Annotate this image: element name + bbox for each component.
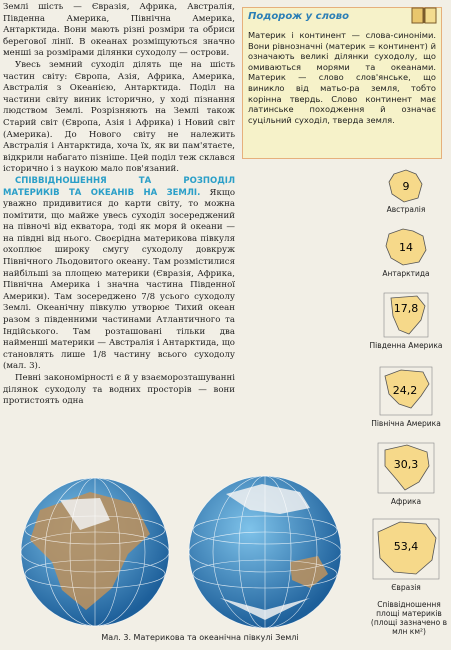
area-value: 14 — [399, 241, 413, 254]
continent-name: Африка — [390, 497, 422, 506]
area-value: 24,2 — [392, 384, 418, 397]
area-value: 30,3 — [393, 458, 419, 471]
australia-shape-icon — [386, 168, 426, 204]
continental-hemisphere-globe — [21, 478, 169, 626]
continent-south-america — [364, 290, 448, 350]
area-value: 53,4 — [393, 540, 419, 553]
continent-australia — [364, 168, 448, 214]
paragraph-regularities: Певні закономірності є й у взаєморозташуванні ділянок суходолу та водних просторів — вони протистоять одна — [3, 373, 235, 407]
paragraph-parts-of-world: Увесь земний суходіл ділять ще на шість частин світу: Європа, Азія, Африка, Америка, Австралія з Океанією, Антарктида. Поділ на частини світу виник історично, у ході пізнання людством Землі. Розрізняють на Землі також Старий світ (Європа, Азія і Африка) і Новий світ (Америка). До Нового світу не належить Австралія і Антарктида, хоча їх, як ви пам'ятаєте, відкрили набагато пізніше. Цей поділ теж склався історично і з наукою мало пов'язаний. — [3, 59, 235, 175]
continent-eurasia — [364, 516, 448, 592]
continent-name: Північна Америка — [371, 419, 441, 428]
section-heading: СПІВВІДНОШЕННЯ ТА РОЗПОДІЛ МАТЕРИКІВ ТА ОКЕАНІВ НА ЗЕМЛІ. — [3, 175, 235, 198]
paragraph-distribution — [3, 176, 235, 373]
continent-name: Євразія — [391, 583, 421, 592]
area-value: 17,8 — [393, 302, 419, 315]
eurasia-shape-icon — [370, 516, 442, 582]
continent-antarctica — [364, 226, 448, 278]
paragraph-distribution-text: Якщо уважно придивитися до карти світу, то можна помітити, що майже увесь суходіл зосереджений на півночі від екватора, тоді як моря й океани — на півдні від нього. Своєрідна материкова півкуля охоплює широку смугу суходолу довкруж Північного Льодовитого океану. Там розмістилися найбільші за площею материки (Євразія, Африка, Північна Америка і значна частина Південної Америки). Там зосереджено 7/8 усього суходолу Землі. Океанічну півкулю утворює Тихий океан разом з південними частинами Атлантичного та Індійського. Там розташовані тільки два найменші материки — Австралія і Антарктида, що становлять лише 1/8 частину всього суходолу (мал. 3). — [3, 187, 235, 372]
paragraph-continents-list: Землі шість — Євразія, Африка, Австралія, Південна Америка, Північна Америка, Антарктида. Вони мають різні розміри та обриси берегової лінії. В океанах розміщуються значно менші за розмірами ділянки суходолу — острови. — [3, 2, 235, 59]
area-legend-note: Співвідношення площі материків (площі зазначено в млн км²) — [370, 600, 448, 636]
continent-name: Австралія — [386, 205, 426, 214]
hemispheres-illustration — [0, 470, 360, 630]
main-text-column — [3, 2, 235, 408]
box-text — [248, 30, 436, 125]
south-america-shape-icon — [381, 290, 431, 340]
continent-name: Південна Америка — [369, 341, 443, 350]
oceanic-hemisphere-globe — [189, 476, 341, 628]
area-value: 9 — [402, 180, 410, 193]
africa-shape-icon — [375, 440, 437, 496]
box-title: Подорож у слово — [248, 11, 349, 22]
box-paragraph: Материк і континент — слова-синоніми. Вони рівнозначні (материк = континент) й означають великі ділянки суходолу, що омиваються морями та океанами. Материк — слово слов'янське, що виникло від матьо-ра земля, тобто корінна твердь. Слово континент має латинське походження й означає суцільний суходіл, тверда земля. — [248, 30, 436, 125]
book-icon — [410, 5, 438, 25]
continent-north-america — [364, 364, 448, 428]
figure-caption: Мал. 3. Материкова та океанічна півкулі Землі — [101, 633, 299, 642]
continent-africa — [364, 440, 448, 506]
continent-name: Антарктида — [382, 269, 430, 278]
antarctica-shape-icon — [383, 226, 429, 268]
word-journey-box — [242, 7, 442, 159]
north-america-shape-icon — [377, 364, 435, 418]
